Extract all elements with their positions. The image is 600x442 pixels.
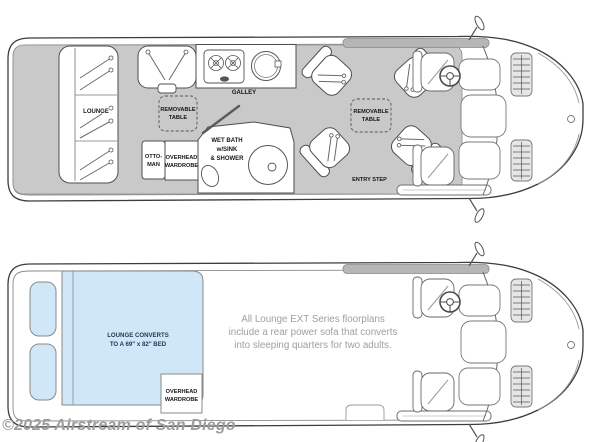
watermark-text: ©2025 Airstream of San Diego bbox=[2, 417, 236, 434]
lounge-sofa bbox=[59, 46, 118, 183]
svg-text:All Lounge EXT Series floorpla: All Lounge EXT Series floorplans bbox=[241, 314, 385, 325]
svg-text:TO A 69" x 82" BED: TO A 69" x 82" BED bbox=[109, 341, 167, 348]
galley-label: GALLEY bbox=[231, 90, 257, 96]
svg-text:TABLE: TABLE bbox=[168, 115, 188, 121]
overhead-wardrobe-night bbox=[161, 374, 202, 413]
pillow-1 bbox=[30, 282, 56, 336]
svg-text:REMOVABLE: REMOVABLE bbox=[160, 107, 196, 113]
svg-text:include a rear power sofa that: include a rear power sofa that converts bbox=[228, 327, 398, 338]
svg-text:WET BATH: WET BATH bbox=[211, 138, 243, 144]
stove-knob-icon bbox=[220, 76, 229, 81]
removable-table-1 bbox=[159, 96, 197, 131]
galley-counter bbox=[196, 45, 296, 97]
svg-text:& SHOWER: & SHOWER bbox=[210, 156, 244, 162]
pillow-2 bbox=[30, 344, 56, 400]
ottoman bbox=[142, 141, 165, 179]
sink-icon bbox=[252, 52, 282, 81]
svg-text:OTTO-: OTTO- bbox=[144, 154, 163, 160]
svg-text:REMOVABLE: REMOVABLE bbox=[353, 109, 389, 115]
svg-text:WARDROBE: WARDROBE bbox=[164, 163, 199, 169]
day-floorplan bbox=[8, 15, 583, 224]
svg-text:TABLE: TABLE bbox=[361, 117, 381, 123]
svg-text:OVERHEAD: OVERHEAD bbox=[165, 155, 198, 161]
svg-text:LOUNGE CONVERTS: LOUNGE CONVERTS bbox=[107, 332, 169, 339]
series-note bbox=[229, 314, 398, 351]
svg-text:into sleeping quarters for two: into sleeping quarters for two adults. bbox=[234, 340, 392, 351]
removable-table-2 bbox=[351, 99, 391, 132]
svg-text:w/SINK: w/SINK bbox=[216, 147, 238, 153]
overhead-wardrobe-day bbox=[165, 141, 199, 180]
entry-step-label: ENTRY STEP bbox=[352, 177, 387, 183]
svg-text:WARDROBE: WARDROBE bbox=[164, 397, 199, 403]
night-floorplan bbox=[8, 241, 583, 442]
shower-icon bbox=[249, 146, 288, 185]
entry-step-well bbox=[346, 405, 384, 420]
belted-bench-seat bbox=[138, 46, 196, 93]
lounge-label: LOUNGE bbox=[83, 109, 109, 115]
svg-text:OVERHEAD: OVERHEAD bbox=[165, 389, 198, 395]
svg-text:MAN: MAN bbox=[147, 162, 160, 168]
